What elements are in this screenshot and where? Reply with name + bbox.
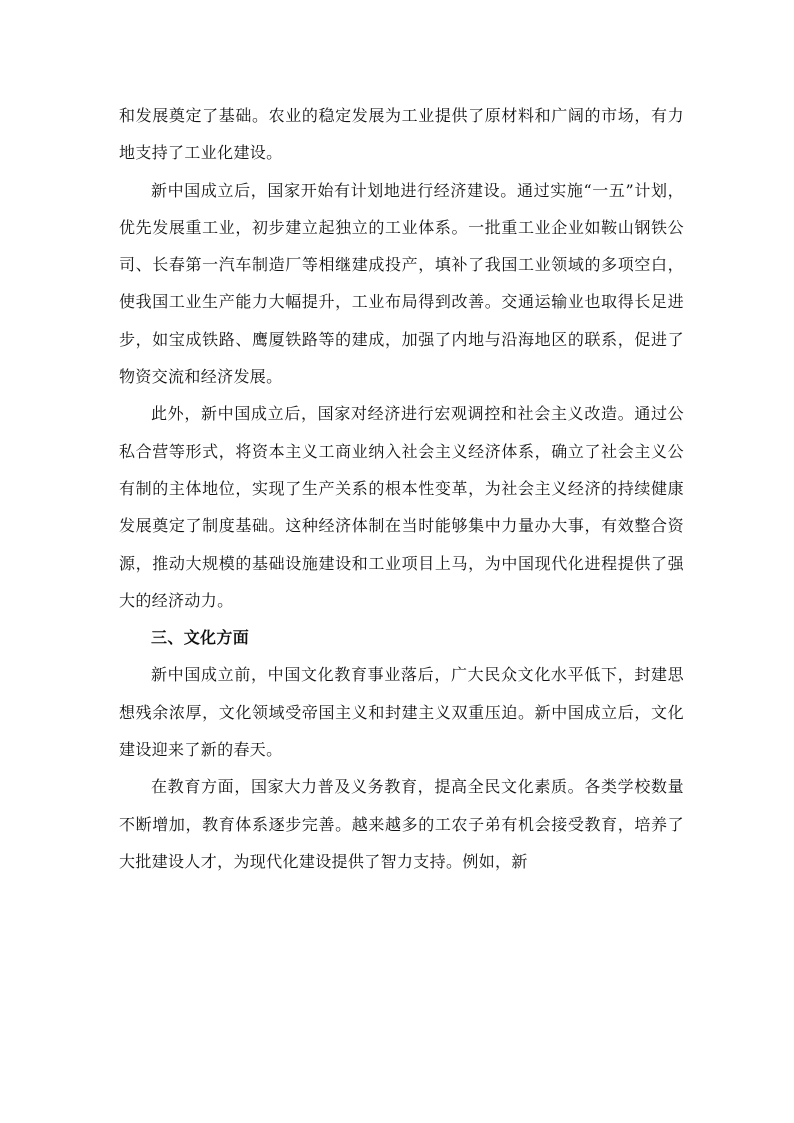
section-heading-culture: 三、文化方面 — [151, 628, 250, 648]
paragraph-socialist-transformation: 此外，新中国成立后，国家对经济进行宏观调控和社会主义改造。通过公私合营等形式，将资本主义工商业纳入社会主义经济体系，确立了社会主义公有制的主体地位，实现了生产关系的根本性变革，为社会主义经济的持续健康发展奠定了制度基础。这种经济体制在当时能够集中力量办大事，有效整合资源，推动大规模的基础设施建设和工业项目上马，为中国现代化进程提供了强大的经济动力。 — [119, 404, 684, 610]
paragraph-culture-before-after: 新中国成立前，中国文化教育事业落后，广大民众文化水平低下，封建思想残余浓厚，文化领域受帝国主义和封建主义双重压迫。新中国成立后，文化建设迎来了新的春天。 — [119, 665, 684, 760]
paragraph-education: 在教育方面，国家大力普及义务教育，提高全民文化素质。各类学校数量不断增加，教育体系逐步完善。越来越多的工农子弟有机会接受教育，培养了大批建设人才，为现代化建设提供了智力支持。例如，新 — [119, 777, 684, 871]
document-body — [119, 97, 684, 880]
paragraph-planned-economy: 新中国成立后，国家开始有计划地进行经济建设。通过实施“一五”计划，优先发展重工业，初步建立起独立的工业体系。一批重工业企业如鞍山钢铁公司、长春第一汽车制造厂等相继建成投产，填补了我国工业领域的多项空白，使我国工业生产能力大幅提升，工业布局得到改善。交通运输业也取得长足进步，如宝成铁路、鹰厦铁路等的建成，加强了内地与沿海地区的联系，促进了物资交流和经济发展。 — [119, 180, 684, 387]
paragraph-agriculture-foundation: 和发展奠定了基础。农业的稳定发展为工业提供了原材料和广阔的市场，有力地支持了工业化建设。 — [119, 106, 684, 163]
